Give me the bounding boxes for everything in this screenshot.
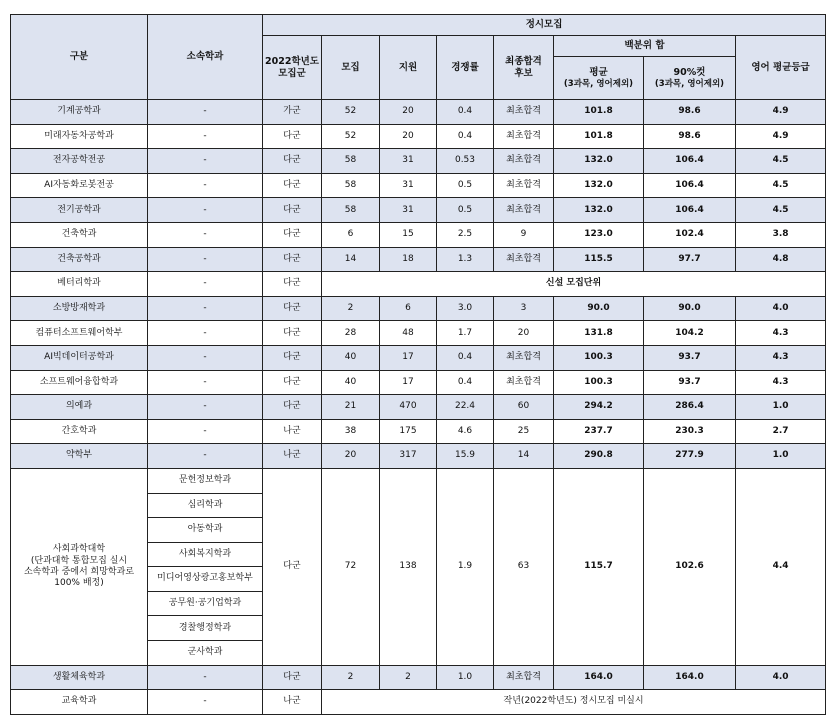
- row-apply: 20: [380, 100, 437, 125]
- row-apply: 470: [380, 395, 437, 420]
- row-apply: 31: [380, 149, 437, 174]
- row-avg: 290.8: [554, 444, 644, 469]
- admission-results-table: [10, 14, 826, 715]
- row-dept: -: [148, 173, 263, 198]
- row-recruit: 6: [322, 222, 380, 247]
- row-ratio: 1.7: [437, 321, 494, 346]
- header-avg: [554, 57, 644, 100]
- table-row: [11, 395, 826, 420]
- row-apply: 31: [380, 173, 437, 198]
- row-english: 4.5: [736, 173, 826, 198]
- row-ratio: 1.9: [437, 468, 494, 665]
- header-english: 영어 평균등급: [736, 36, 826, 100]
- row-name: 베터리학과: [11, 272, 148, 297]
- row-apply: 31: [380, 198, 437, 223]
- social-dept-item: 아동학과: [148, 518, 263, 543]
- row-group: 나군: [263, 444, 322, 469]
- row-english: 3.8: [736, 222, 826, 247]
- header-group: 구분: [11, 15, 148, 100]
- row-name: AI빅데이터공학과: [11, 345, 148, 370]
- row-name: 교육학과: [11, 690, 148, 715]
- social-dept-item: 공무원·공기업학과: [148, 591, 263, 616]
- row-recruit: 58: [322, 173, 380, 198]
- table-row: [11, 100, 826, 125]
- header-ratio: 경쟁률: [437, 36, 494, 100]
- row-recruit: 21: [322, 395, 380, 420]
- row-dept: -: [148, 296, 263, 321]
- row-cut90: 106.4: [644, 198, 736, 223]
- row-final: 25: [494, 419, 554, 444]
- row-apply: 15: [380, 222, 437, 247]
- row-group: 다군: [263, 296, 322, 321]
- row-cut90: 106.4: [644, 173, 736, 198]
- row-recruit: 38: [322, 419, 380, 444]
- row-cut90: 93.7: [644, 370, 736, 395]
- row-avg: 101.8: [554, 100, 644, 125]
- row-final: 20: [494, 321, 554, 346]
- row-final: 최초합격: [494, 345, 554, 370]
- row-avg: 132.0: [554, 173, 644, 198]
- row-dept: -: [148, 124, 263, 149]
- table-row: [11, 173, 826, 198]
- row-dept: -: [148, 100, 263, 125]
- row-final: 최초합격: [494, 149, 554, 174]
- row-recruit: 40: [322, 345, 380, 370]
- header-recruit: 모집: [322, 36, 380, 100]
- row-cut90: 106.4: [644, 149, 736, 174]
- row-avg: 164.0: [554, 665, 644, 690]
- row-apply: 18: [380, 247, 437, 272]
- row-avg: 237.7: [554, 419, 644, 444]
- row-dept: -: [148, 665, 263, 690]
- social-dept-item: 심리학과: [148, 493, 263, 518]
- row-recruit: 58: [322, 149, 380, 174]
- row-final: 최초합격: [494, 173, 554, 198]
- table-row: [11, 419, 826, 444]
- row-apply: 48: [380, 321, 437, 346]
- row-final: 60: [494, 395, 554, 420]
- table-row: [11, 296, 826, 321]
- row-ratio: 1.3: [437, 247, 494, 272]
- row-name: 건축공학과: [11, 247, 148, 272]
- row-final: 14: [494, 444, 554, 469]
- row-english: 4.9: [736, 124, 826, 149]
- row-avg: 100.3: [554, 370, 644, 395]
- row-english: 2.7: [736, 419, 826, 444]
- row-apply: 2: [380, 665, 437, 690]
- row-apply: 17: [380, 345, 437, 370]
- row-final: 최초합격: [494, 665, 554, 690]
- row-ratio: 0.5: [437, 173, 494, 198]
- row-cut90: 93.7: [644, 345, 736, 370]
- row-avg: 101.8: [554, 124, 644, 149]
- row-recruit: 20: [322, 444, 380, 469]
- row-apply: 317: [380, 444, 437, 469]
- row-recruit: 52: [322, 100, 380, 125]
- row-dept: -: [148, 321, 263, 346]
- social-college-name-line: (단과대학 통합모집 실시: [30, 555, 128, 566]
- social-college-name-line: 100% 배정): [54, 578, 104, 589]
- row-group: 다군: [263, 395, 322, 420]
- row-note: 작년(2022학년도) 정시모집 미실시: [322, 690, 826, 715]
- row-english: 4.3: [736, 321, 826, 346]
- row-dept: -: [148, 345, 263, 370]
- table-row: [11, 345, 826, 370]
- row-name: 기계공학과: [11, 100, 148, 125]
- row-english: 4.8: [736, 247, 826, 272]
- row-dept: -: [148, 198, 263, 223]
- social-dept-item: 사회복지학과: [148, 542, 263, 567]
- header-regular: 정시모집: [263, 15, 826, 36]
- row-name: 전기공학과: [11, 198, 148, 223]
- row-ratio: 15.9: [437, 444, 494, 469]
- row-dept: -: [148, 247, 263, 272]
- row-ratio: 0.4: [437, 100, 494, 125]
- social-dept-item: 군사학과: [148, 641, 263, 666]
- row-english: 4.0: [736, 296, 826, 321]
- row-english: 1.0: [736, 395, 826, 420]
- table-row: [11, 247, 826, 272]
- row-dept: -: [148, 419, 263, 444]
- row-english: 4.5: [736, 198, 826, 223]
- row-cut90: 102.4: [644, 222, 736, 247]
- row-cut90: 98.6: [644, 124, 736, 149]
- header-avg-sub: (3과목, 영어제외): [563, 78, 634, 89]
- social-dept-item: 경찰행정학과: [148, 616, 263, 641]
- table-row: [11, 272, 826, 297]
- row-cut90: 98.6: [644, 100, 736, 125]
- row-ratio: 4.6: [437, 419, 494, 444]
- social-dept-item: 미디어영상광고홍보학부: [148, 567, 263, 592]
- header-final: 최종합격 후보: [494, 36, 554, 100]
- header-cut90-label: 90%컷: [673, 66, 706, 78]
- row-group: 다군: [263, 272, 322, 297]
- row-name: 소방방재학과: [11, 296, 148, 321]
- row-apply: 138: [380, 468, 437, 665]
- row-final: 최초합격: [494, 124, 554, 149]
- row-ratio: 2.5: [437, 222, 494, 247]
- row-ratio: 1.0: [437, 665, 494, 690]
- row-recruit: 14: [322, 247, 380, 272]
- table-row: [11, 370, 826, 395]
- table-row: [11, 321, 826, 346]
- row-cut90: 277.9: [644, 444, 736, 469]
- row-final: 최초합격: [494, 198, 554, 223]
- row-group: 다군: [263, 345, 322, 370]
- row-avg: 132.0: [554, 198, 644, 223]
- social-dept-item: 문헌정보학과: [148, 468, 263, 493]
- row-group: 다군: [263, 198, 322, 223]
- row-ratio: 0.4: [437, 124, 494, 149]
- row-cut90: 90.0: [644, 296, 736, 321]
- row-final: 최초합격: [494, 247, 554, 272]
- row-cut90: 230.3: [644, 419, 736, 444]
- row-english: 4.9: [736, 100, 826, 125]
- row-ratio: 3.0: [437, 296, 494, 321]
- social-college-name-line: 소속학과 중에서 희망학과로: [23, 566, 135, 577]
- row-apply: 175: [380, 419, 437, 444]
- row-dept: -: [148, 149, 263, 174]
- row-name: AI자동화로봇전공: [11, 173, 148, 198]
- row-ratio: 0.4: [437, 370, 494, 395]
- row-name: 건축학과: [11, 222, 148, 247]
- row-avg: 115.5: [554, 247, 644, 272]
- row-english: 4.0: [736, 665, 826, 690]
- social-college-name-line: 사회과학대학: [52, 544, 106, 555]
- row-group: 다군: [263, 665, 322, 690]
- row-final: 63: [494, 468, 554, 665]
- row-group: 다군: [263, 124, 322, 149]
- row-english: 4.3: [736, 345, 826, 370]
- row-ratio: 0.4: [437, 345, 494, 370]
- row-final: 9: [494, 222, 554, 247]
- row-final: 최초합격: [494, 100, 554, 125]
- header-percentile: 백분위 합: [554, 36, 736, 57]
- row-group: 다군: [263, 468, 322, 665]
- row-ratio: 0.5: [437, 198, 494, 223]
- table-row: [11, 468, 826, 493]
- row-recruit: 58: [322, 198, 380, 223]
- row-group: 나군: [263, 419, 322, 444]
- table-row: [11, 124, 826, 149]
- row-name: 미래자동차공학과: [11, 124, 148, 149]
- row-name: 약학부: [11, 444, 148, 469]
- row-apply: 17: [380, 370, 437, 395]
- row-cut90: 97.7: [644, 247, 736, 272]
- row-recruit: 52: [322, 124, 380, 149]
- row-recruit: 2: [322, 665, 380, 690]
- row-cut90: 164.0: [644, 665, 736, 690]
- row-english: 1.0: [736, 444, 826, 469]
- row-avg: 90.0: [554, 296, 644, 321]
- row-cut90: 102.6: [644, 468, 736, 665]
- row-note: 신설 모집단위: [322, 272, 826, 297]
- row-dept: -: [148, 395, 263, 420]
- row-recruit: 40: [322, 370, 380, 395]
- header-avg-label: 평균: [589, 66, 608, 78]
- row-avg: 131.8: [554, 321, 644, 346]
- table-row: [11, 222, 826, 247]
- admission-table-container: [10, 14, 825, 715]
- row-avg: 294.2: [554, 395, 644, 420]
- row-group: 다군: [263, 222, 322, 247]
- table-row: [11, 690, 826, 715]
- row-ratio: 22.4: [437, 395, 494, 420]
- row-name: 생활체육학과: [11, 665, 148, 690]
- row-group: 다군: [263, 173, 322, 198]
- table-row: [11, 198, 826, 223]
- table-row: [11, 149, 826, 174]
- header-dept: 소속학과: [148, 15, 263, 100]
- header-year-group: 2022학년도 모집군: [263, 36, 322, 100]
- row-name: 전자공학전공: [11, 149, 148, 174]
- table-body: [11, 100, 826, 715]
- row-dept: -: [148, 272, 263, 297]
- row-group: 나군: [263, 690, 322, 715]
- row-name: 간호학과: [11, 419, 148, 444]
- row-group: 다군: [263, 321, 322, 346]
- row-final: 최초합격: [494, 370, 554, 395]
- row-avg: 132.0: [554, 149, 644, 174]
- row-cut90: 104.2: [644, 321, 736, 346]
- row-apply: 20: [380, 124, 437, 149]
- row-recruit: 72: [322, 468, 380, 665]
- social-college-name: [11, 468, 148, 665]
- row-avg: 123.0: [554, 222, 644, 247]
- table-row: [11, 444, 826, 469]
- row-group: 다군: [263, 247, 322, 272]
- row-dept: -: [148, 690, 263, 715]
- row-name: 컴퓨터소프트웨어학부: [11, 321, 148, 346]
- row-cut90: 286.4: [644, 395, 736, 420]
- row-english: 4.4: [736, 468, 826, 665]
- table-header: [11, 15, 826, 100]
- row-english: 4.3: [736, 370, 826, 395]
- row-dept: -: [148, 370, 263, 395]
- row-dept: -: [148, 222, 263, 247]
- row-final: 3: [494, 296, 554, 321]
- row-avg: 100.3: [554, 345, 644, 370]
- header-cut90-sub: (3과목, 영어제외): [654, 78, 725, 89]
- row-group: 가군: [263, 100, 322, 125]
- row-recruit: 28: [322, 321, 380, 346]
- row-name: 의예과: [11, 395, 148, 420]
- row-english: 4.5: [736, 149, 826, 174]
- row-dept: -: [148, 444, 263, 469]
- header-cut90: [644, 57, 736, 100]
- table-row: [11, 665, 826, 690]
- row-group: 다군: [263, 149, 322, 174]
- row-ratio: 0.53: [437, 149, 494, 174]
- header-apply: 지원: [380, 36, 437, 100]
- row-group: 다군: [263, 370, 322, 395]
- row-recruit: 2: [322, 296, 380, 321]
- row-name: 소프트웨어융합학과: [11, 370, 148, 395]
- row-apply: 6: [380, 296, 437, 321]
- row-avg: 115.7: [554, 468, 644, 665]
